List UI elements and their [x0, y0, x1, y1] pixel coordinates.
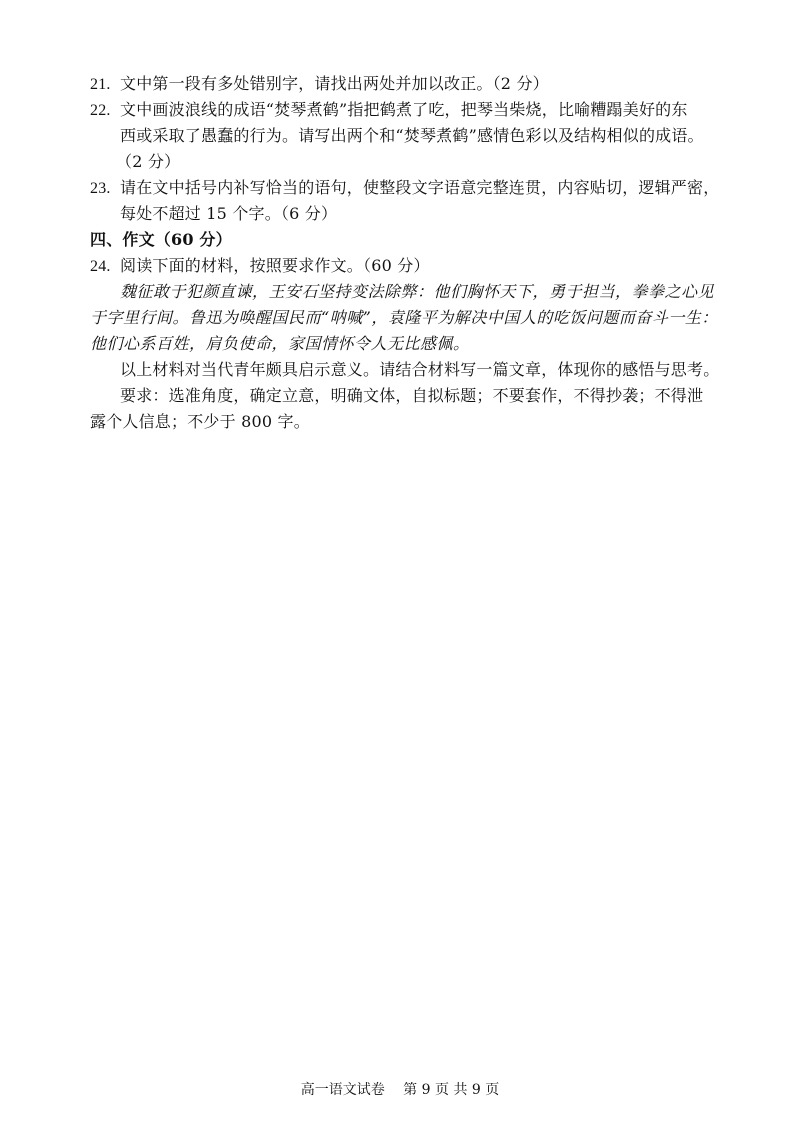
- question-number: 22.: [90, 102, 111, 119]
- question-21: [90, 72, 730, 97]
- question-text: 阅读下面的材料，按照要求作文。（60 分）: [120, 256, 430, 275]
- question-text: 文中画波浪线的成语“焚琴煮鹤”指把鹤煮了吃，把琴当柴烧，比喻糟蹋美好的东: [120, 100, 688, 119]
- question-text: 文中第一段有多处错别字，请找出两处并加以改正。（2 分）: [120, 74, 549, 93]
- question-23-continuation: 每处不超过 15 个字。（6 分）: [120, 204, 338, 223]
- question-22-score: （2 分）: [116, 152, 181, 171]
- material-paragraph-line: 他们心系百姓，肩负使命，家国情怀令人无比感佩。: [90, 334, 470, 353]
- question-24: [90, 254, 730, 279]
- question-number: 21.: [90, 76, 111, 93]
- writing-prompt: 以上材料对当代青年颇具启示意义。请结合材料写一篇文章，体现你的感悟与思考。: [120, 360, 720, 379]
- question-23: [90, 176, 730, 201]
- writing-requirements: 要求：选准角度，确定立意，明确文体，自拟标题；不要套作，不得抄袭；不得泄: [120, 386, 704, 405]
- question-number: 23.: [90, 180, 111, 197]
- question-22: [90, 98, 730, 123]
- question-22-continuation: 西或采取了愚蠢的行为。请写出两个和“焚琴煮鹤”感情色彩以及结构相似的成语。: [120, 126, 704, 145]
- section-title: 四、作文（60 分）: [90, 230, 232, 249]
- question-text: 请在文中括号内补写恰当的语句，使整段文字语意完整连贯，内容贴切，逻辑严密，: [120, 178, 720, 197]
- material-paragraph-line: 于字里行间。鲁迅为唤醒国民而“呐喊”，袁隆平为解决中国人的吃饭问题而奋斗一生：: [90, 308, 718, 327]
- writing-requirements-continuation: 露个人信息；不少于 800 字。: [90, 412, 310, 431]
- question-number: 24.: [90, 258, 111, 275]
- page-footer: 高一语文试卷 第 9 页 共 9 页: [300, 1082, 500, 1098]
- material-paragraph-line: 魏征敢于犯颜直谏，王安石坚持变法除弊：他们胸怀天下，勇于担当，拳拳之心见: [120, 282, 715, 301]
